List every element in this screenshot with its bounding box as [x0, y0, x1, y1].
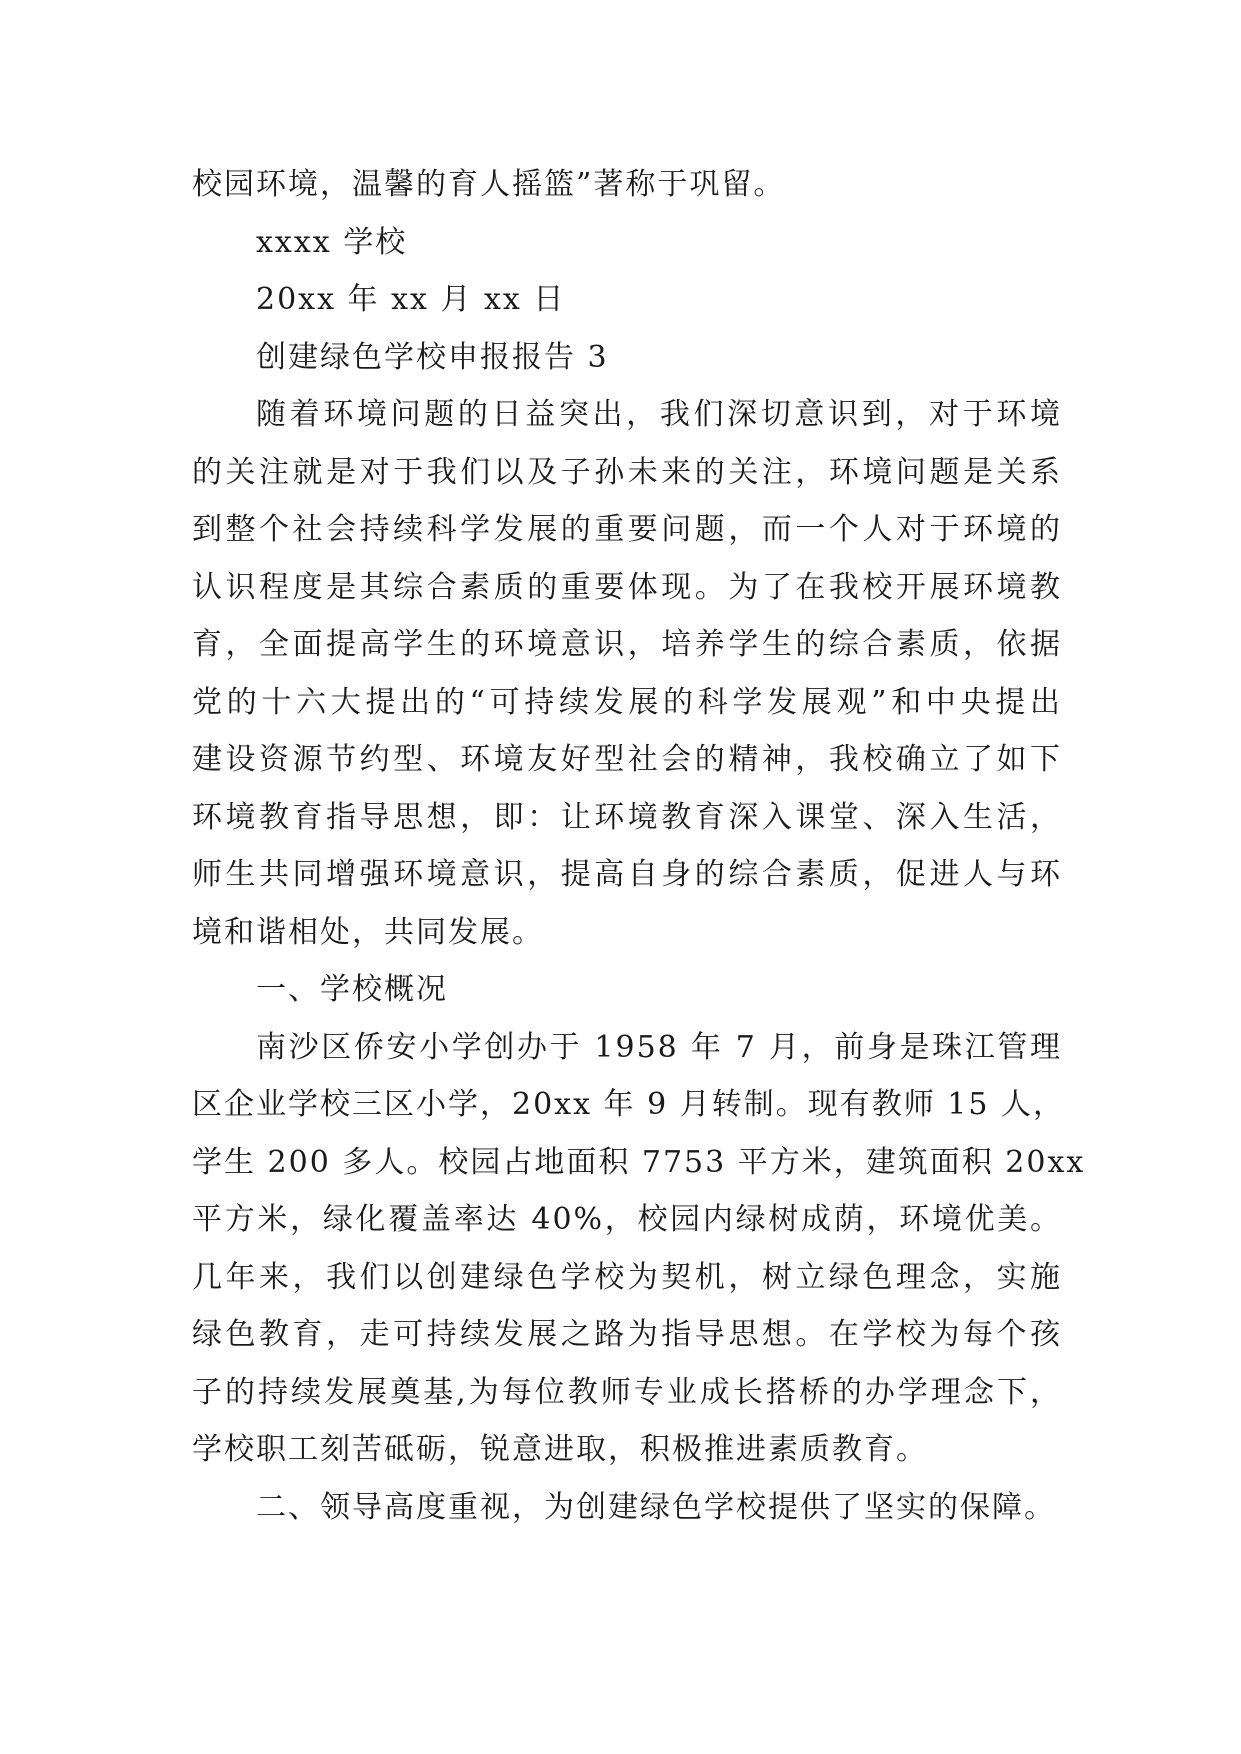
document-body [192, 156, 1086, 1536]
text-line: 学校职工刻苦砥砺，锐意进取，积极推进素质教育。 [192, 1432, 928, 1467]
text-line: 几年来，我们以创建绿色学校为契机，树立绿色理念，实施 [192, 1259, 1062, 1295]
section-heading: 二、领导高度重视，为创建绿色学校提供了坚实的保障。 [256, 1489, 1056, 1525]
text-line: 的关注就是对于我们以及子孙未来的关注，环境问题是关系 [192, 454, 1062, 490]
text-line: 子的持续发展奠基,为每位教师专业成长搭桥的办学理念下， [192, 1374, 1062, 1410]
text-line: 环境教育指导思想，即：让环境教育深入课堂、深入生活， [192, 799, 1062, 835]
section-title: 创建绿色学校申报报告 3 [256, 339, 609, 375]
signature-date: 20xx 年 xx 月 xx 日 [256, 282, 566, 317]
text-line: 到整个社会持续科学发展的重要问题，而一个人对于环境的 [192, 512, 1062, 547]
text-line: 境和谐相处，共同发展。 [192, 914, 544, 950]
text-line: 认识程度是其综合素质的重要体现。为了在我校开展环境教 [192, 569, 1062, 605]
text-line: 区企业学校三区小学，20xx 年 9 月转制。现有教师 15 人， [192, 1087, 1065, 1122]
section-heading: 一、学校概况 [256, 972, 448, 1007]
school-signature: xxxx 学校 [256, 224, 408, 260]
text-line: 绿色教育，走可持续发展之路为指导思想。在学校为每个孩 [192, 1317, 1062, 1352]
text-line: 师生共同增强环境意识，提高自身的综合素质，促进人与环 [192, 857, 1062, 892]
text-line: 南沙区侨安小学创办于 1958 年 7 月，前身是珠江管理 [256, 1029, 1062, 1065]
text-line: 育，全面提高学生的环境意识，培养学生的综合素质，依据 [192, 627, 1062, 662]
text-line: 随着环境问题的日益突出，我们深切意识到，对于环境 [256, 397, 1062, 432]
text-line: 建设资源节约型、环境友好型社会的精神，我校确立了如下 [192, 742, 1062, 777]
text-line: 学生 200 多人。校园占地面积 7753 平方米，建筑面积 20xx [192, 1144, 1086, 1180]
text-line: 平方米，绿化覆盖率达 40%，校园内绿树成荫，环境优美。 [192, 1202, 1062, 1237]
text-line: 党的十六大提出的“可持续发展的科学发展观”和中央提出 [192, 684, 1062, 720]
text-line: 校园环境，温馨的育人摇篮”著称于巩留。 [192, 167, 786, 202]
